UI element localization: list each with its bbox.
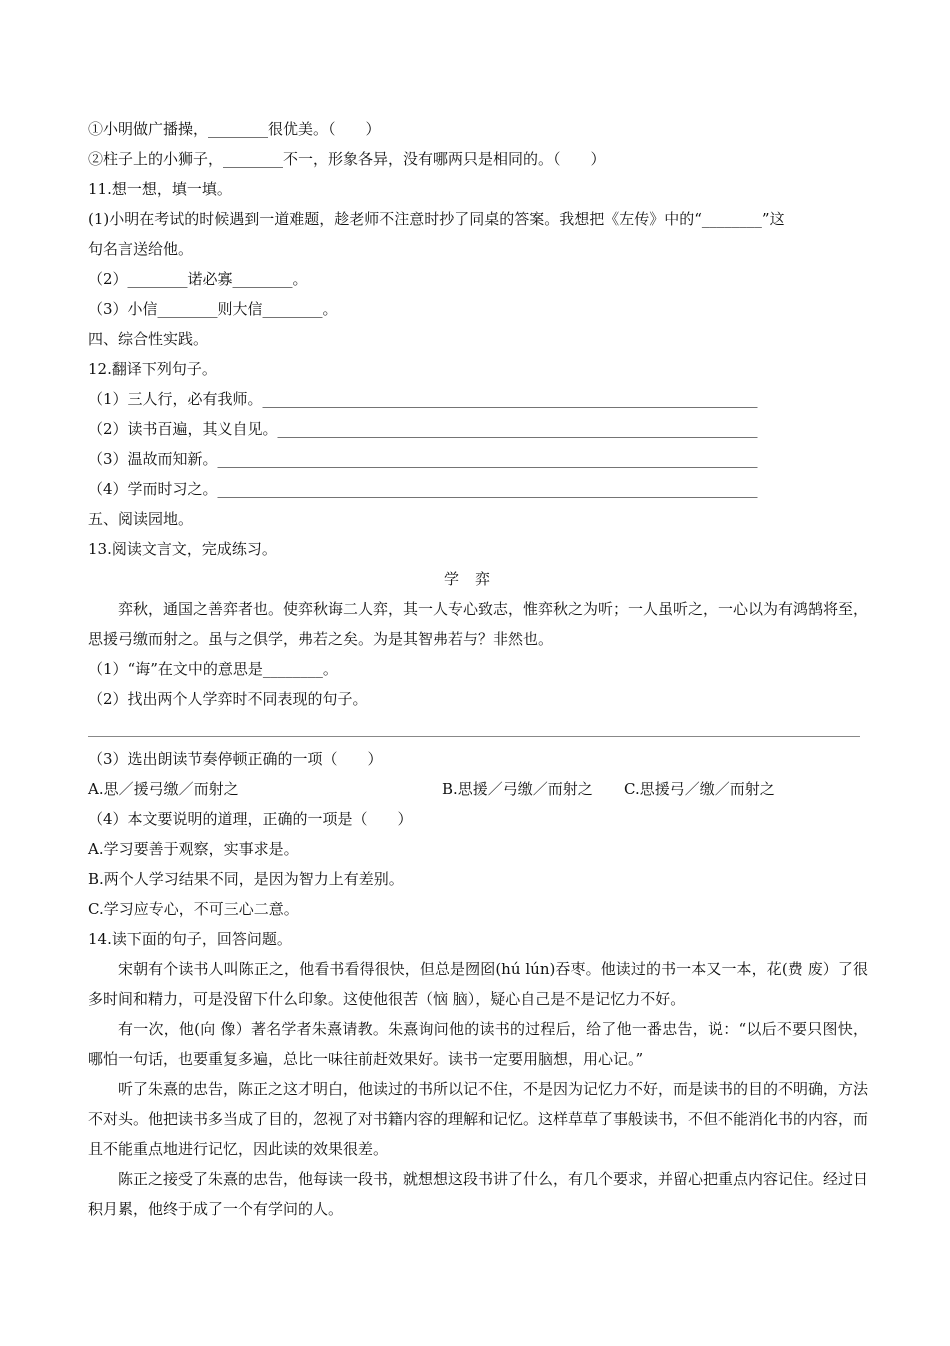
q12-item-1: （1）三人行，必有我师。__________________________________________________________________ (88, 390, 758, 408)
q14-paragraph-2: 有一次，他(向 像）著名学者朱熹请教。朱熹询问他的读书的过程后，给了他一番忠告，说：“以后不要只图快，哪怕一句话，也要重复多遍，总比一味往前赶效果好。读书一定要用脑想，用心记。” (88, 1020, 868, 1068)
option-c: C.思援弓／缴／而射之 (624, 780, 775, 798)
q14-title: 14.读下面的句子，回答问题。 (88, 930, 292, 948)
q13-sub4-option-c: C.学习应专心，不可三心二意。 (88, 900, 299, 918)
section-5-heading: 五、阅读园地。 (88, 510, 194, 528)
q13-sub4-option-a: A.学习要善于观察，实事求是。 (88, 840, 299, 858)
q11-item2: （2）________诺必寡________。 (88, 270, 308, 288)
option-b: B.思援／弓缴／而射之 (442, 780, 593, 798)
q13-sub3: （3）选出朗读节奏停顿正确的一项（ ） (88, 750, 383, 768)
section-4-heading: 四、综合性实践。 (88, 330, 209, 348)
q11-item3: （3）小信________则大信________。 (88, 300, 338, 318)
q14-paragraph-3: 听了朱熹的忠告，陈正之这才明白，他读过的书所以记不住，不是因为记忆力不好，而是读书的目的不明确，方法不对头。他把读书多当成了目的，忽视了对书籍内容的理解和记忆。这样草草了事般读书，不但不能消化书的内容，而且不能重点地进行记忆，因此读的效果很差。 (88, 1080, 869, 1158)
q13-sub2: （2）找出两个人学弈时不同表现的句子。 (88, 690, 368, 708)
answer-line (88, 736, 860, 737)
q13-sub3-options (88, 774, 868, 804)
q13-sub4: （4）本文要说明的道理，正确的一项是（ ） (88, 810, 413, 828)
q11-title: 11.想一想，填一填。 (88, 180, 232, 198)
q12-title: 12.翻译下列句子。 (88, 360, 217, 378)
q10-item1: ①小明做广播操，________很优美。（ ） (88, 120, 381, 138)
q13-sub4-option-b: B.两个人学习结果不同，是因为智力上有差别。 (88, 870, 404, 888)
q12-item-4: （4）学而时习之。________________________________________________________________________ (88, 480, 758, 498)
q10-item2: ②柱子上的小狮子，________不一，形象各异，没有哪两只是相同的。（ ） (88, 150, 606, 168)
passage-text: 弈秋，通国之善弈者也。使弈秋诲二人弈，其一人专心致志，惟弈秋之为听；一人虽听之，一心以为有鸿鹄将至，思援弓缴而射之。虽与之俱学，弗若之矣。为是其智弗若与？非然也。 (88, 600, 869, 648)
q12-item-2: （2）读书百遍，其义自见。________________________________________________________________ (88, 420, 758, 438)
q13-title: 13.阅读文言文，完成练习。 (88, 540, 277, 558)
passage-title: 学弈 (443, 570, 506, 588)
q11-item1-line1: (1)小明在考试的时候遇到一道难题，趁老师不注意时抄了同桌的答案。我想把《左传》中的“________”这 (88, 210, 785, 228)
q13-sub1: （1）“诲”在文中的意思是________。 (88, 660, 338, 678)
q11-item1-line2: 句名言送给他。 (88, 240, 194, 258)
option-a: A.思／援弓缴／而射之 (88, 780, 239, 798)
q12-item-3: （3）温故而知新。________________________________________________________________________ (88, 450, 758, 468)
q14-paragraph-1: 宋朝有个读书人叫陈正之，他看书看得很快，但总是囫囵(hú lún)吞枣。他读过的书一本又一本，花(费 废）了很多时间和精力，可是没留下什么印象。这使他很苦（恼 脑），疑心自己是不是记忆力不好。 (88, 960, 868, 1008)
q14-paragraph-4: 陈正之接受了朱熹的忠告，他每读一段书，就想想这段书讲了什么，有几个要求，并留心把重点内容记住。经过日积月累，他终于成了一个有学问的人。 (88, 1170, 869, 1218)
